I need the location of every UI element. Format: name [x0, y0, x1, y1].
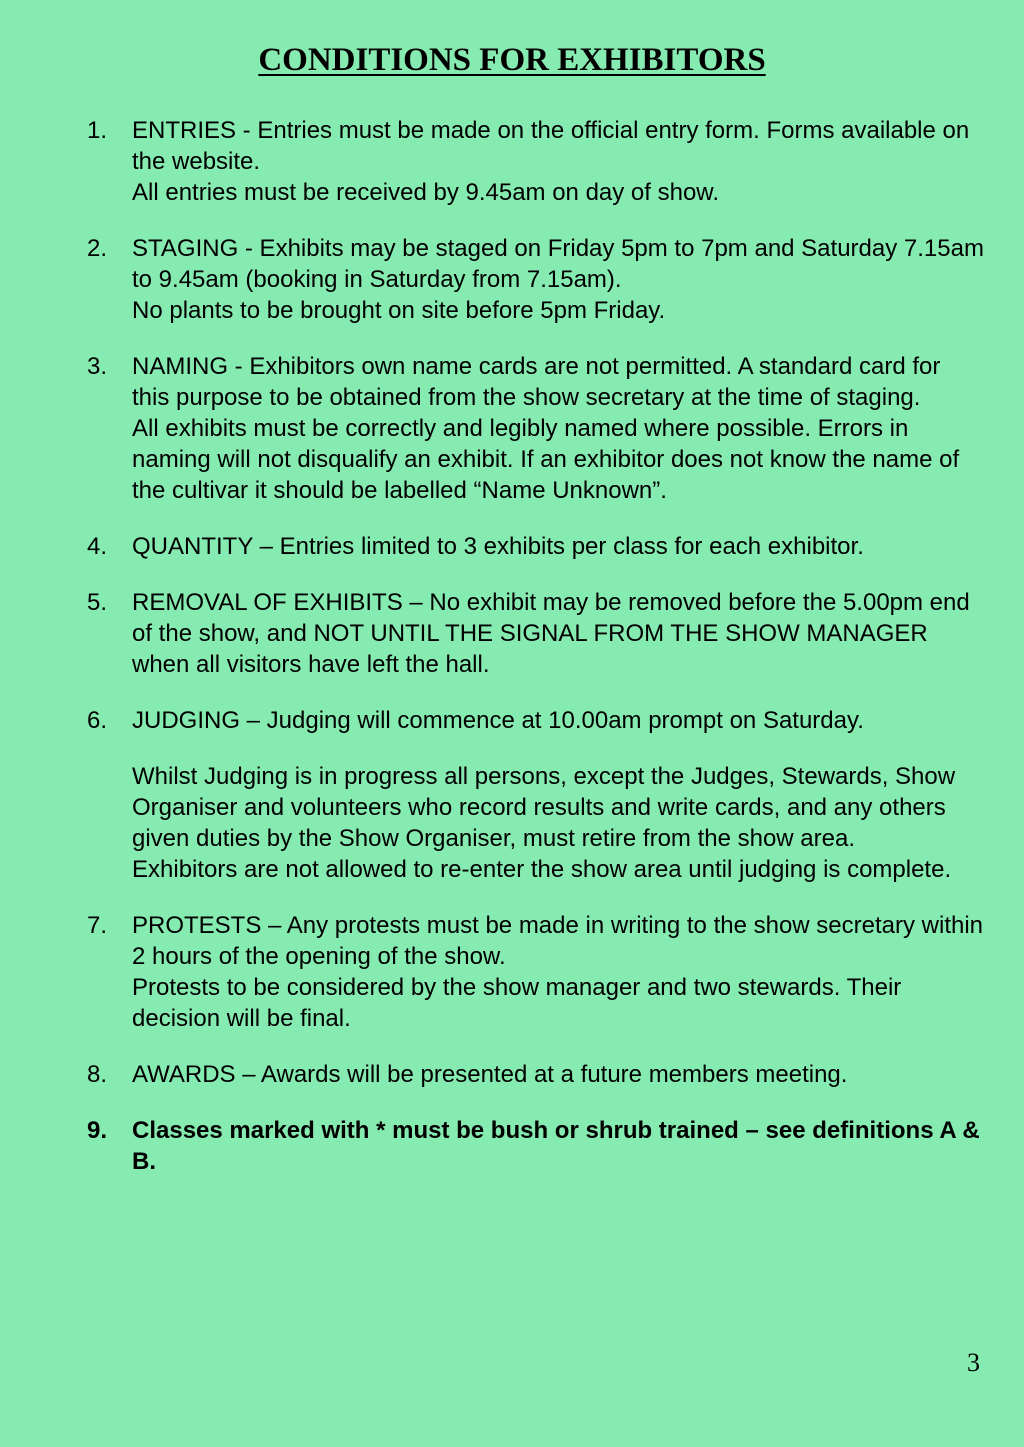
condition-text: No plants to be brought on site before 5pm Friday. — [132, 297, 666, 324]
page-title: CONDITIONS FOR EXHIBITORS — [258, 42, 766, 78]
condition-protests — [0, 910, 1024, 1034]
condition-number: 8. — [87, 1061, 108, 1088]
condition-text: AWARDS – Awards will be presented at a future members meeting. — [132, 1061, 848, 1088]
condition-text: JUDGING – Judging will commence at 10.00am prompt on Saturday. — [132, 707, 864, 734]
condition-number: 4. — [87, 533, 108, 560]
condition-text: REMOVAL OF EXHIBITS – No exhibit may be removed before the 5.00pm end of the show, and NOT UNTIL THE SIGNAL FROM THE SHOW MANAGER when all visitors have left the hall. — [132, 589, 970, 678]
condition-text: NAMING - Exhibitors own name cards are not permitted. A standard card for this purpose to be obtained from the show secretary at the time of staging. — [132, 353, 941, 411]
condition-text: Exhibitors are not allowed to re-enter the show area until judging is complete. — [132, 856, 952, 883]
condition-staging — [0, 233, 1024, 326]
condition-entries — [0, 115, 1024, 208]
condition-awards — [0, 1059, 1024, 1090]
condition-number: 6. — [87, 707, 108, 734]
condition-text: All entries must be received by 9.45am on day of show. — [132, 179, 719, 206]
condition-text: Protests to be considered by the show manager and two stewards. Their decision will be final. — [132, 974, 902, 1032]
condition-text: All exhibits must be correctly and legibly named where possible. Errors in naming will not disqualify an exhibit. If an exhibitor does not know the name of the cultivar it should be labelled “Name Unknown”. — [132, 415, 960, 504]
condition-training-note — [0, 1115, 1024, 1177]
conditions-list — [0, 115, 1024, 1202]
condition-number: 7. — [87, 912, 108, 939]
condition-number: 2. — [87, 235, 108, 262]
condition-text: ENTRIES - Entries must be made on the official entry form. Forms available on the website. — [132, 117, 970, 175]
condition-number: 5. — [87, 589, 108, 616]
condition-text: QUANTITY – Entries limited to 3 exhibits per class for each exhibitor. — [132, 533, 864, 560]
condition-quantity — [0, 531, 1024, 562]
condition-number: 9. — [87, 1117, 108, 1144]
page-number: 3 — [967, 1348, 980, 1377]
condition-number: 3. — [87, 353, 108, 380]
condition-text: PROTESTS – Any protests must be made in writing to the show secretary within 2 hours of the opening of the show. — [132, 912, 984, 970]
condition-judging — [0, 705, 1024, 885]
condition-text: Whilst Judging is in progress all persons, except the Judges, Stewards, Show Organiser and volunteers who record results and write cards, and any others given duties by the Show Organiser, must retire from the show area. — [132, 763, 956, 852]
condition-text: STAGING - Exhibits may be staged on Friday 5pm to 7pm and Saturday 7.15am to 9.45am (booking in Saturday from 7.15am). — [132, 235, 984, 293]
condition-naming — [0, 351, 1024, 506]
condition-text: Classes marked with * must be bush or shrub trained – see definitions A & B. — [132, 1117, 980, 1175]
condition-number: 1. — [87, 117, 108, 144]
condition-removal-of-exhibits — [0, 587, 1024, 680]
